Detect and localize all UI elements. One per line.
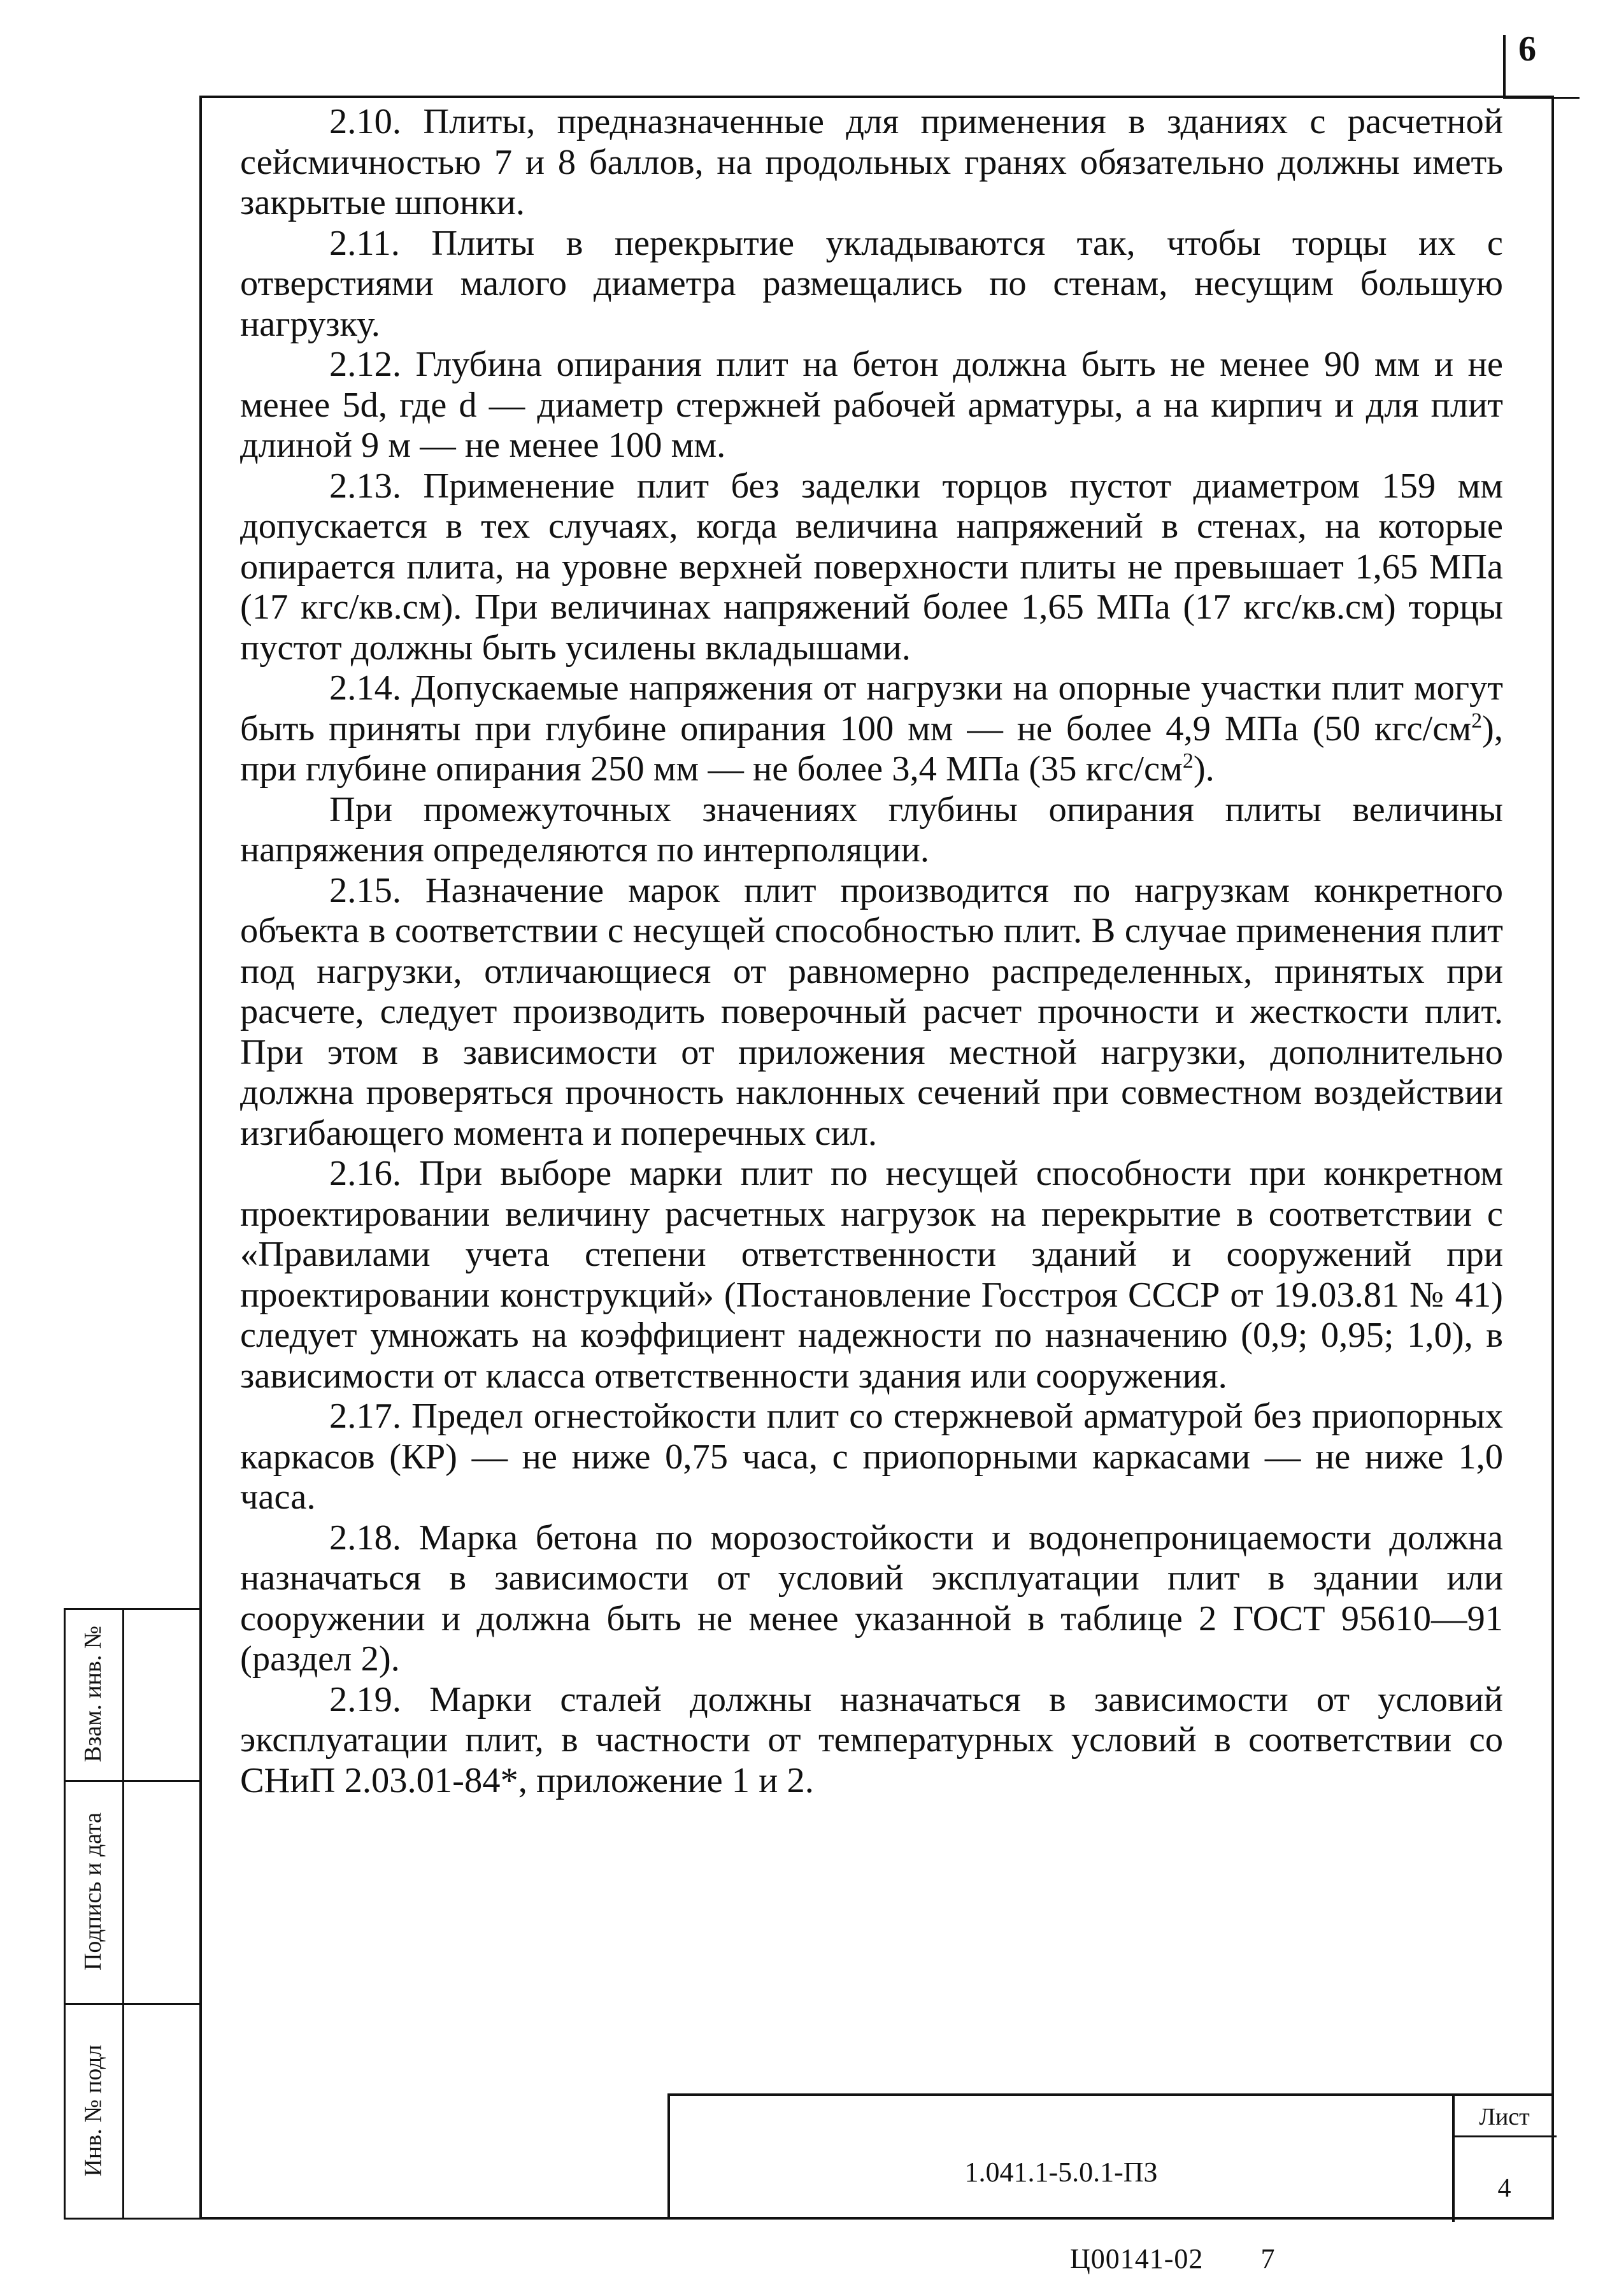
paragraph-2-11: 2.11. Плиты в перекрытие укладываются так, чтобы торцы их с отверстиями малого диаметра размещались по стенам, несущим большую нагрузку. [240,223,1503,344]
paragraph-2-14 [240,668,1503,790]
paragraph-2-18: 2.18. Марка бетона по морозостойкости и водонепроницаемости должна назначаться в зависимости от условий эксплуатации плит в здании или сооружении и должна быть не менее указанной в таблице 2 ГОСТ 95610—91 (раздел 2). [240,1518,1503,1679]
footer-page-number: 7 [1260,2243,1276,2274]
sheet-label: Лист [1479,2104,1530,2130]
side-stamp-border-left [64,1608,66,2220]
superscript-2: 2 [1182,749,1194,773]
paragraph-2-10: 2.10. Плиты, предназначенные для применения в зданиях с расчетной сейсмичностью 7 и 8 баллов, на продольных гранях обязательно должны иметь закрытые шпонки. [240,102,1503,222]
side-stamp-divider [122,1608,124,2220]
document-code: 1.041.1-5.0.1-ПЗ [964,2156,1158,2188]
paragraph-2-15: 2.15. Назначение марок плит производится по нагрузкам конкретного объекта в соответствии с несущей способностью плит. В случае применения плит под нагрузки, отличающиеся от равномерно распределенных, принятых при расчете, следует производить поверочный расчет прочности и жесткости плит. При этом в зависимости от приложения местной нагрузки, дополнительно должна проверяться прочность наклонных сечений при совместном воздействии изгибающего момента и поперечных сил. [240,870,1503,1153]
vzam-inv-label: Взам. инв. № [80,1625,107,1763]
inv-podl-label: Инв. № подл [80,2044,107,2177]
title-block [667,2093,1554,2220]
paragraph-2-12: 2.12. Глубина опирания плит на бетон должна быть не менее 90 мм и не менее 5d, где d — диаметр стержней рабочей арматуры, а на кирпич и для плит длиной 9 м — не менее 100 мм. [240,345,1503,465]
side-stamp-bottom [64,2218,199,2220]
podpis-label: Подпись и дата [80,1812,107,1971]
sheet-number: 4 [1497,2173,1511,2203]
paragraph-2-19: 2.19. Марки сталей должны назначаться в зависимости от условий эксплуатации плит, в частности от температурных условий в соответствии со СНиП 2.03.01-84*, приложение 1 и 2. [240,1679,1503,1800]
page-number-top: 6 [1518,29,1536,69]
corner-line-vertical [1503,35,1506,99]
footer [1070,2242,1275,2275]
document-body [240,102,1503,1801]
paragraph-2-14-part-c: ). [1193,749,1215,789]
paragraph-2-13: 2.13. Применение плит без заделки торцов пустот диаметром 159 мм допускается в тех случаях, когда величина напряжений в стенах, на которые опирается плита, на уровне верхней поверхности плиты не превышает 1,65 МПа (17 кгс/кв.см). При величинах напряжений более 1,65 МПа (17 кгс/кв.см) торцы пустот должны быть усилены вкладышами. [240,466,1503,668]
archive-number: Ц00141-02 [1070,2243,1204,2274]
paragraph-2-14-part-a: 2.14. Допускаемые напряжения от нагрузки на опорные участки плит могут быть приняты при глубине опирания 100 мм — не более 4,9 МПа (50 кгс/см [240,668,1503,749]
paragraph-2-17: 2.17. Предел огнестойкости плит со стержневой арматурой без приопорных каркасов (КР) — не ниже 0,75 часа, с приопорными каркасами — не ниже 1,0 часа. [240,1396,1503,1517]
superscript-2: 2 [1471,708,1483,733]
paragraph-interpolation: При промежуточных значениях глубины опирания плиты величины напряжения определяются по интерполяции. [240,789,1503,870]
paragraph-2-14-part-b: ), при глубине опирания 250 мм — не более 3,4 МПа (35 кгс/см [240,708,1503,789]
side-stamp-inv [68,2003,118,2218]
side-stamp-vzam [68,1608,118,1780]
paragraph-2-16: 2.16. При выборе марки плит по несущей способности при конкретном проектировании величину расчетных нагрузок на перекрытие в соответствии с «Правилами учета степени ответственности зданий и сооружений при проектировании конструкций» (Постановление Госстроя СССР от 19.03.81 № 41) следует умножать на коэффициент надежности по назначению (0,9; 0,95; 1,0), в зависимости от класса ответственности здания или сооружения. [240,1154,1503,1396]
side-stamp-podpis [68,1780,118,2003]
side-stamp [64,1608,199,2220]
